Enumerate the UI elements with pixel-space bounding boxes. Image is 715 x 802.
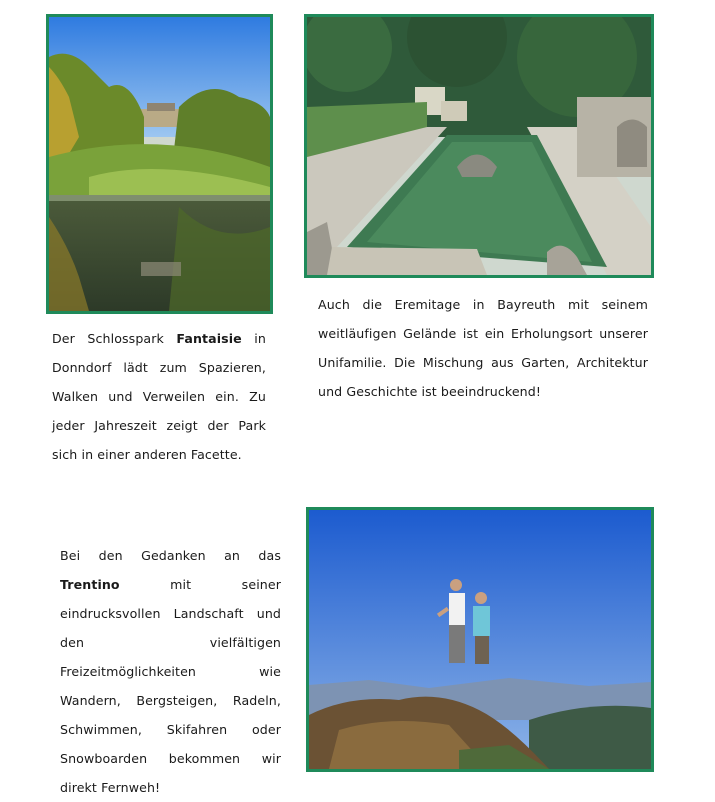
trentino-caption-start: Bei den Gedanken an das <box>60 548 281 563</box>
park-fantaisie-image <box>49 17 270 311</box>
eremitage-photo <box>304 14 654 278</box>
trentino-caption <box>60 541 281 802</box>
eremitage-image <box>307 17 651 275</box>
park-fantaisie-photo <box>46 14 273 314</box>
trentino-caption-bold: Trentino <box>60 577 120 592</box>
eremitage-caption <box>318 290 648 406</box>
fantaisie-caption <box>52 324 266 469</box>
trentino-image <box>309 510 651 769</box>
fantaisie-caption-bold: Fantaisie <box>176 331 242 346</box>
fantaisie-caption-start: Der Schlosspark <box>52 331 177 346</box>
eremitage-caption-body: Auch die Eremitage in Bayreuth mit seinem weitläufigen Gelände ist ein Erholungsort unserer Unifamilie. Die Mischung aus Garten, Architektur und Geschichte ist beeindruckend! <box>318 297 648 399</box>
trentino-photo <box>306 507 654 772</box>
trentino-caption-end: mit seiner eindrucksvollen Landschaft und den vielfältigen Freizeitmöglichkeiten wie Wandern, Bergsteigen, Radeln, Schwimmen, Skifahren oder Snowboarden bekommen wir direkt Fernweh! <box>60 577 281 795</box>
fantaisie-caption-end: in Donndorf lädt zum Spazieren, Walken und Verweilen ein. Zu jeder Jahreszeit zeigt der Park sich in einer anderen Facette. <box>52 331 266 462</box>
